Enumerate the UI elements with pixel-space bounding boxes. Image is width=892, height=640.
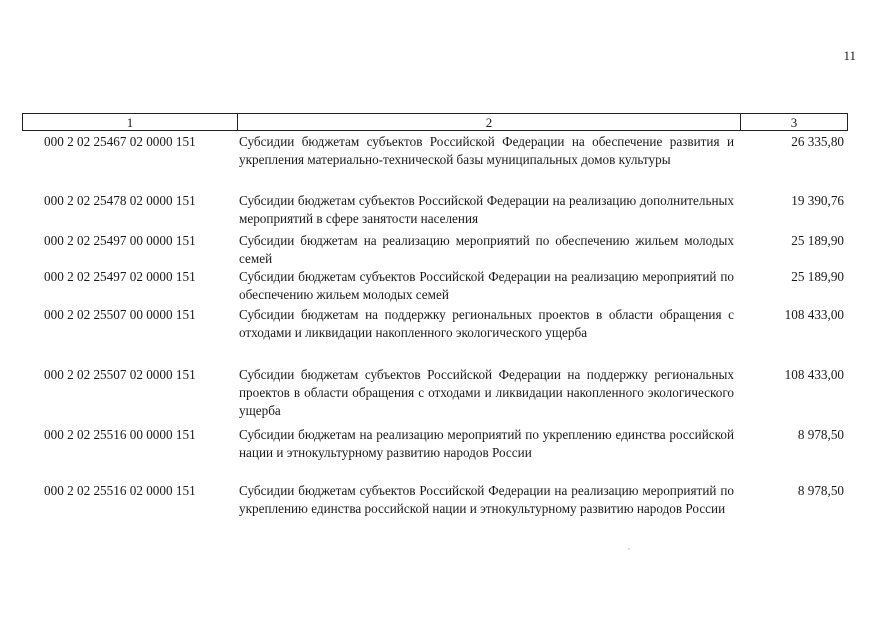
table-body [22,133,848,542]
table-row [22,133,848,192]
row-description: Субсидии бюджетам субъектов Российской Федерации на реализацию мероприятий по обеспечению жильем молодых семей [239,269,734,302]
row-amount: 8 978,50 [797,483,844,498]
row-code: 000 2 02 25497 02 0000 151 [44,269,196,284]
row-amount: 19 390,76 [791,193,844,208]
table-header [22,113,848,131]
table-row [22,268,848,306]
row-description: Субсидии бюджетам на реализацию мероприятий по укреплению единства российской нации и этнокультурному развитию народов России [239,427,734,460]
row-amount: 25 189,90 [791,233,844,248]
row-code: 000 2 02 25497 00 0000 151 [44,233,196,248]
row-code: 000 2 02 25516 00 0000 151 [44,427,196,442]
row-description: Субсидии бюджетам субъектов Российской Федерации на поддержку региональных проектов в области обращения с отходами и ликвидации накопленного экологического ущерба [239,367,734,418]
row-description: Субсидии бюджетам на поддержку региональных проектов в области обращения с отходами и ликвидации накопленного экологического ущерба [239,307,734,340]
row-description: Субсидии бюджетам субъектов Российской Федерации на реализацию мероприятий по укреплению единства российской нации и этнокультурному развитию народов России [239,483,734,516]
row-description: Субсидии бюджетам субъектов Российской Федерации на реализацию дополнительных мероприятий в сфере занятости населения [239,193,734,226]
table-row [22,426,848,482]
row-code: 000 2 02 25467 02 0000 151 [44,134,196,149]
table-row [22,232,848,268]
header-cell-2: 2 [238,114,741,130]
row-amount: 108 433,00 [784,367,844,382]
scan-speck [628,548,630,550]
page-number: 11 [843,48,856,63]
row-code: 000 2 02 25516 02 0000 151 [44,483,196,498]
row-description: Субсидии бюджетам на реализацию мероприятий по обеспечению жильем молодых семей [239,233,734,266]
row-description: Субсидии бюджетам субъектов Российской Федерации на обеспечение развития и укрепления материально-технической базы муниципальных домов культуры [239,134,734,167]
row-code: 000 2 02 25478 02 0000 151 [44,193,196,208]
header-cell-3: 3 [790,114,798,130]
table-row [22,482,848,542]
row-amount: 108 433,00 [784,307,844,322]
header-cell-1: 1 [23,114,238,130]
table-row [22,306,848,366]
row-code: 000 2 02 25507 02 0000 151 [44,367,196,382]
row-amount: 26 335,80 [791,134,844,149]
row-amount: 25 189,90 [791,269,844,284]
row-code: 000 2 02 25507 00 0000 151 [44,307,196,322]
row-amount: 8 978,50 [797,427,844,442]
table-row [22,192,848,232]
table-row [22,366,848,426]
